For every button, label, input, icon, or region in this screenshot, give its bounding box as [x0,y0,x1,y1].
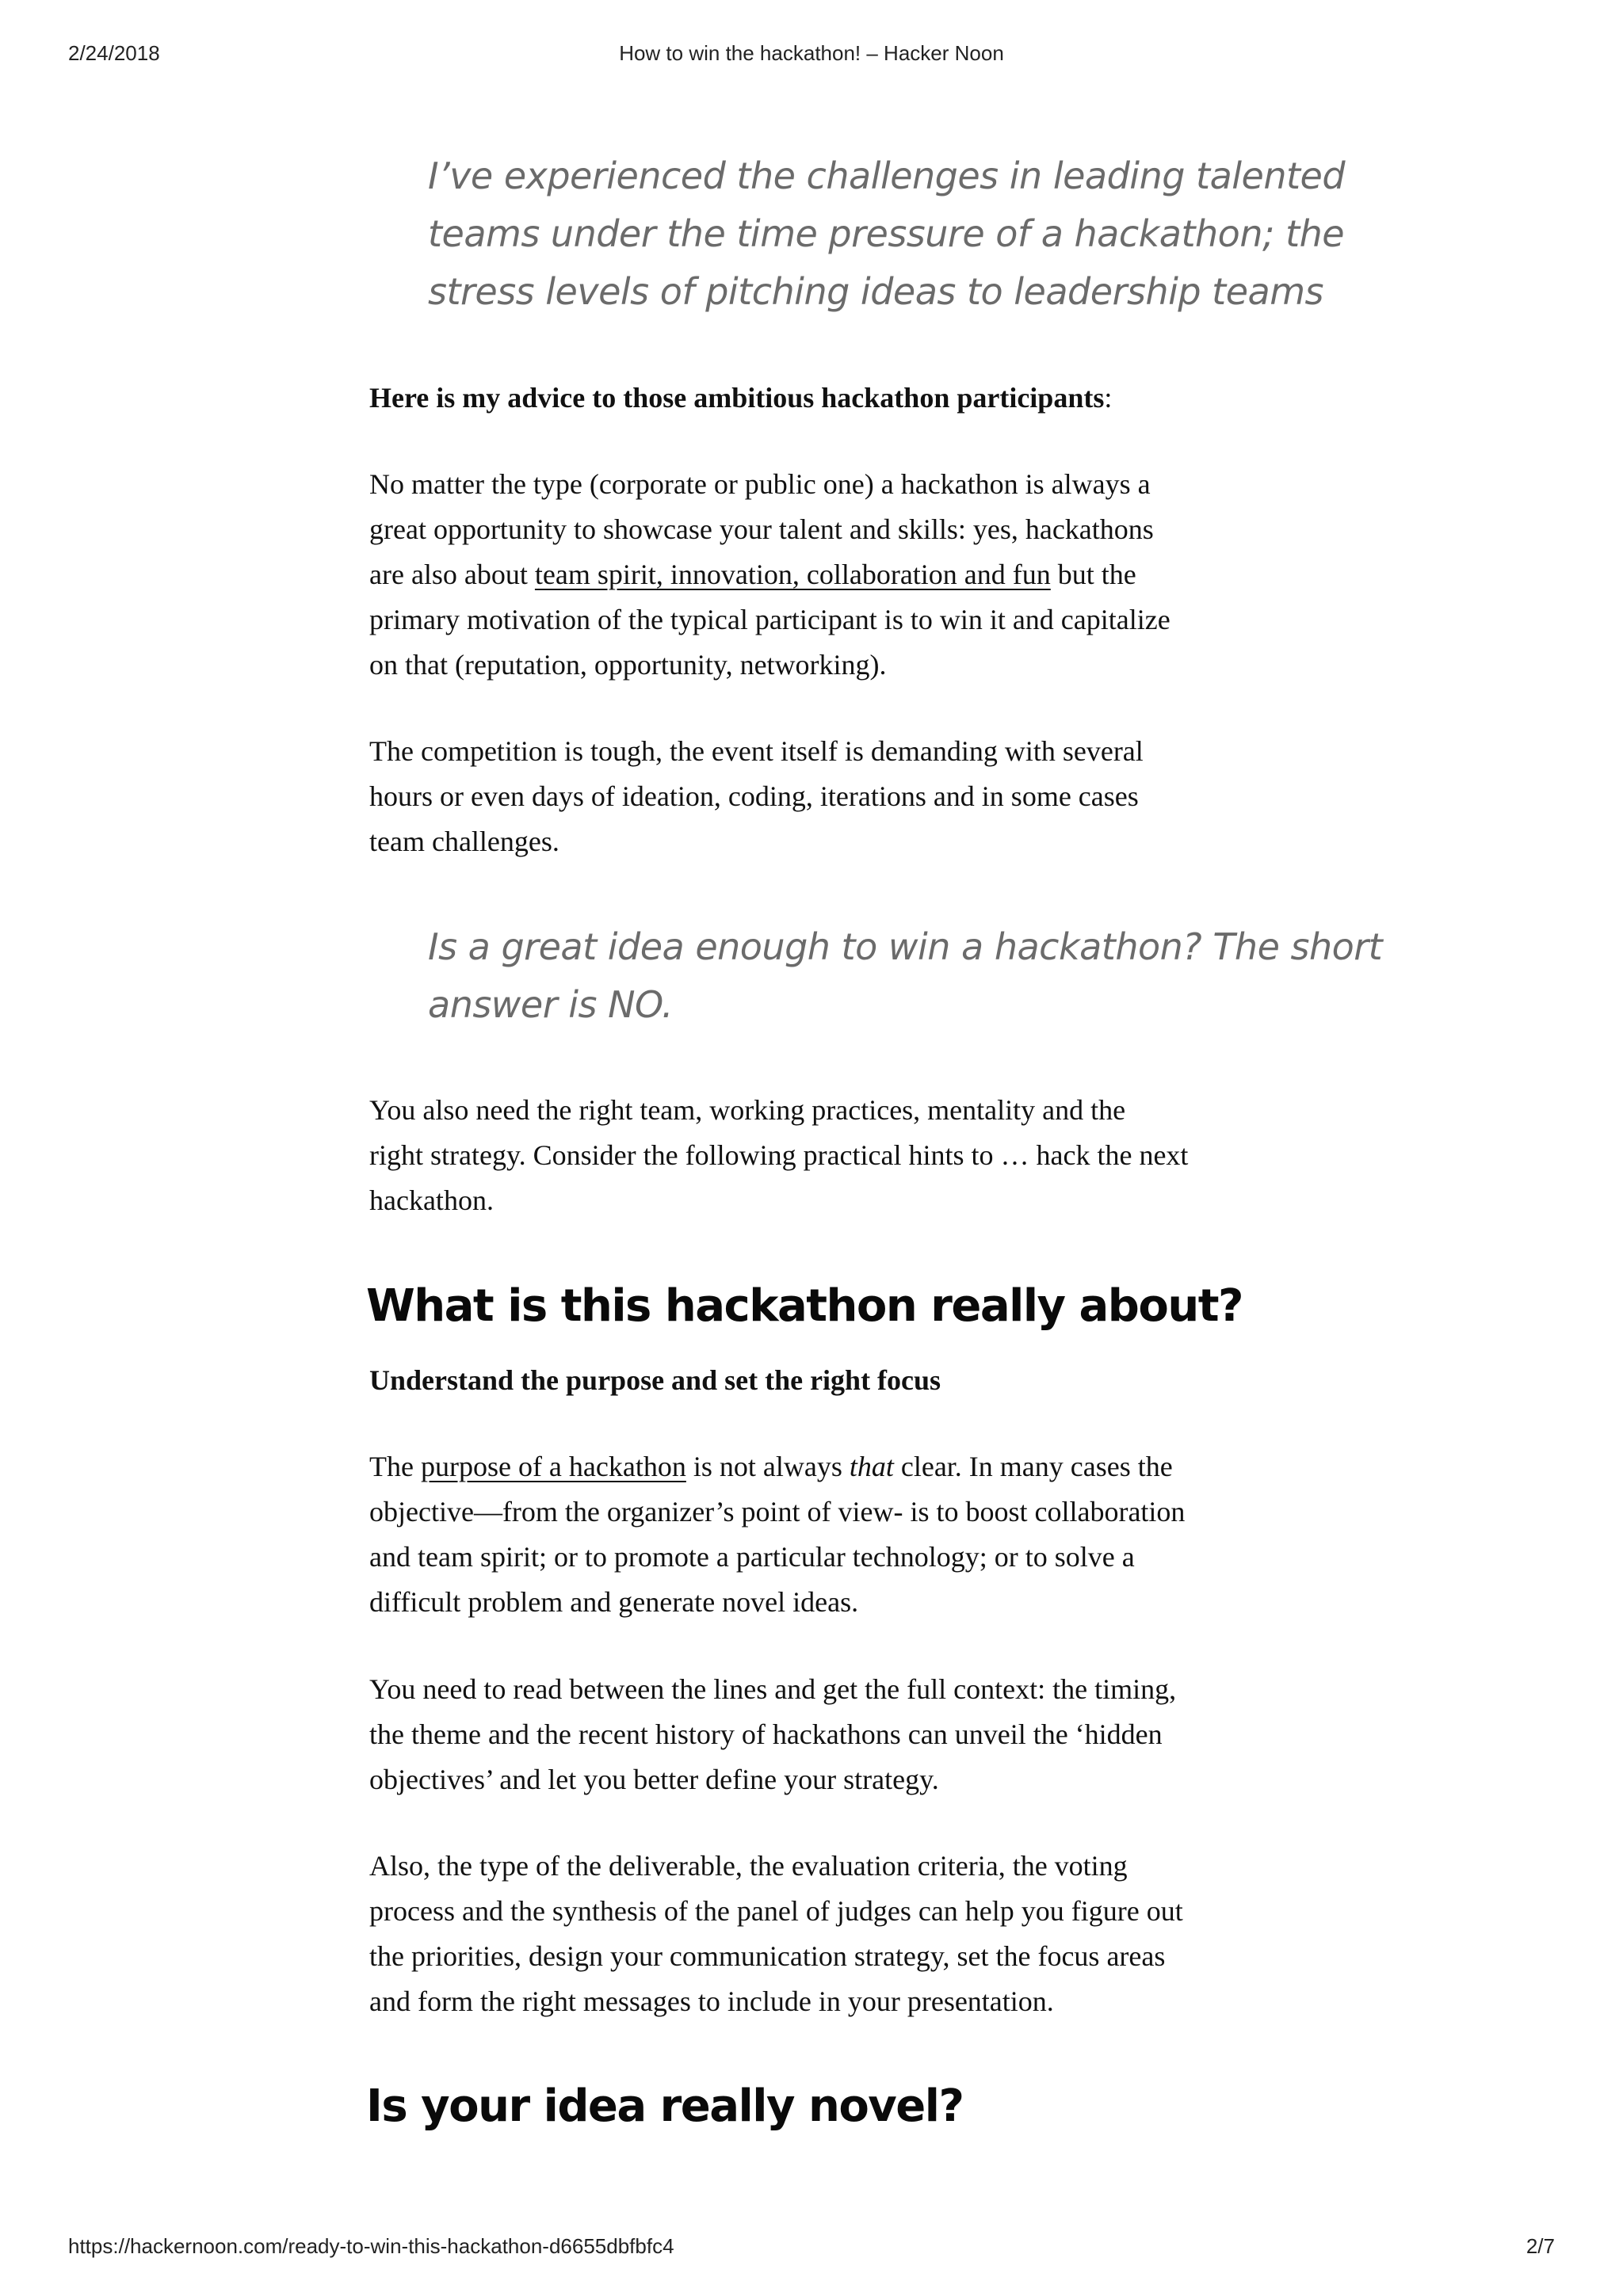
quote-line: I’ve experienced the challenges in leading talented [428,154,1346,197]
paragraph-line: and form the right messages to include in your presentation. [369,1985,1054,2017]
paragraph-line: hackathon. [369,1184,494,1216]
paragraph-line: the theme and the recent history of hackathons can unveil the ‘hidden [369,1718,1163,1750]
section-heading-novel: Is your idea really novel? [366,2081,964,2132]
paragraph-line: and team spirit; or to promote a particular technology; or to solve a [369,1541,1135,1573]
paragraph-line: team challenges. [369,826,559,857]
purpose-of-hackathon-link[interactable]: purpose of a hackathon [420,1451,686,1482]
paragraph-line: process and the synthesis of the panel of judges can help you figure out [369,1895,1183,1927]
paragraph-line: on that (reputation, opportunity, networking). [369,649,887,681]
paragraph-line: You need to read between the lines and get the full context: the timing, [369,1673,1177,1705]
paragraph-line: The competition is tough, the event itself is demanding with several [369,735,1144,767]
text-span: but the [1050,559,1136,590]
paragraph-line: objectives’ and let you better define your strategy. [369,1764,939,1795]
paragraph-line: Also, the type of the deliverable, the evaluation criteria, the voting [369,1850,1128,1882]
paragraph-line: hours or even days of ideation, coding, iterations and in some cases [369,780,1139,812]
print-footer-url: https://hackernoon.com/ready-to-win-this-hackathon-d6655dbfbfc4 [68,2234,674,2258]
paragraph-line: great opportunity to showcase your talent and skills: yes, hackathons [369,513,1154,545]
paragraph-line: objective—from the organizer’s point of view- is to boost collaboration [369,1496,1186,1527]
paragraph-line: No matter the type (corporate or public one) a hackathon is always a [369,468,1151,500]
print-header-date: 2/24/2018 [68,41,160,65]
paragraph-right-team [369,1088,1289,1223]
quote-line: teams under the time pressure of a hackathon; the [428,212,1345,255]
paragraph-line: right strategy. Consider the following practical hints to … hack the next [369,1139,1189,1171]
print-footer-page-number: 2/7 [1526,2234,1555,2258]
section-heading-purpose: What is this hackathon really about? [366,1280,1243,1332]
quote-line: Is a great idea enough to win a hackathon? The short [428,925,1383,968]
paragraph-line: You also need the right team, working practices, mentality and the [369,1094,1126,1126]
print-header-title: How to win the hackathon! – Hacker Noon [619,41,1004,65]
pull-quote-great-idea [428,918,1383,1034]
advice-intro [369,376,1289,421]
quote-line: stress levels of pitching ideas to leadership teams [428,270,1323,313]
paragraph-deliverable [369,1844,1289,2024]
advice-bold-text: Here is my advice to those ambitious hackathon participants [369,382,1105,414]
paragraph-line [369,552,1289,597]
paragraph-line [369,376,1289,421]
section-subheading: Understand the purpose and set the right focus [369,1364,941,1396]
paragraph-opportunity [369,462,1289,688]
quote-line: answer is NO. [428,983,674,1026]
advice-colon: : [1104,382,1113,414]
text-span: The [369,1451,421,1482]
text-span: clear. In many cases the [893,1451,1173,1482]
paragraph-line: the priorities, design your communication strategy, set the focus areas [369,1940,1166,1972]
paragraph-competition [369,729,1289,864]
paragraph-line: primary motivation of the typical participant is to win it and capitalize [369,604,1170,635]
text-span: is not always [685,1451,850,1482]
text-span: are also about [369,559,535,590]
pull-quote-experience [428,147,1346,321]
paragraph-line: difficult problem and generate novel ideas. [369,1586,859,1618]
paragraph-context [369,1667,1289,1802]
emphasis-text: that [849,1451,894,1482]
paragraph-line [369,1444,1289,1489]
team-spirit-link[interactable]: team spirit, innovation, collaboration and fun [534,559,1051,590]
paragraph-purpose [369,1444,1289,1625]
